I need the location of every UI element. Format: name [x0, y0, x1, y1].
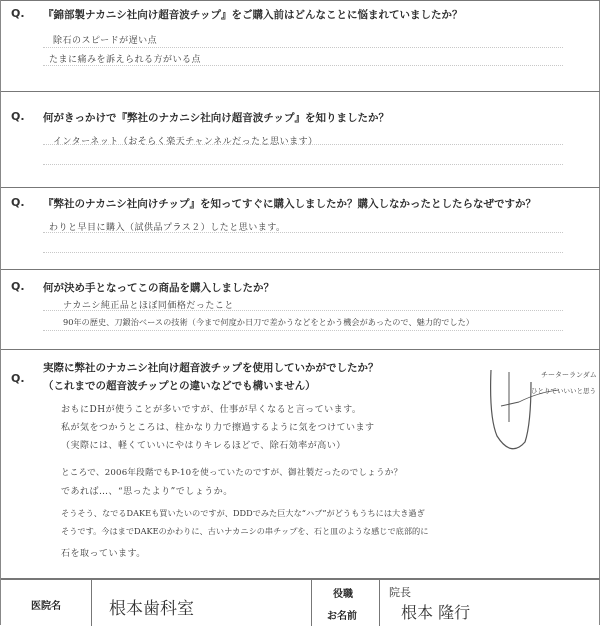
question-label: Q. — [11, 110, 25, 123]
role-label: 役職 — [333, 589, 353, 600]
answer-line: ところで、2006年段階でもP-10を使っていたのですが、御社製だったのでしょうか？ — [61, 468, 403, 478]
answer-line: 除石のスピードが遅い点 — [53, 36, 158, 46]
name-label: お名前 — [327, 611, 357, 622]
sketch-note: ひとりでいいいと思う — [531, 387, 596, 395]
question-subtext: （これまでの超音波チップとの違いなどでも構いません） — [43, 380, 316, 392]
answer-line: たまに痛みを訴えられる方がいる点 — [49, 55, 202, 65]
answer-line: 90年の歴史、刀鍛治ベースの技術（今まで何度か日刀で差かうなどをとかう機会があったので、魅力的でした） — [63, 317, 474, 327]
question-text: 『錦部製ナカニシ社向け超音波チップ』をご購入前はどんなことに悩まれていましたか？ — [43, 9, 463, 21]
answer-line: 私が気をつかうところは、柱かなり力で擦過するように気をつけています — [61, 423, 375, 433]
answer-line: ナカニシ純正品とほぼ同価格だったこと — [63, 301, 234, 311]
question-section-1 — [1, 0, 600, 92]
question-text: 何がきっかけで『弊社のナカニシ社向け超音波チップ』を知りましたか？ — [43, 112, 389, 124]
answer-line: 石を取っています。 — [61, 549, 146, 559]
question-label: Q. — [11, 280, 25, 293]
answer-line: そうそう、なでるDAKEも買いたいのですが、DDDでみた巨大な“ハブ”がどうもうちには大き過ぎ — [61, 508, 425, 518]
clinic-label: 医院名 — [31, 601, 61, 612]
question-section-2 — [1, 92, 600, 188]
answer-line: であれば…、“思ったより”でしょうか。 — [61, 487, 233, 497]
question-section-4 — [1, 270, 600, 350]
question-label: Q. — [11, 196, 25, 209]
answer-line: （実際には、軽くていいにやはりキレるほどで、除石効率が高い） — [61, 441, 346, 451]
question-text: 『弊社のナカニシ社向けチップ』を知ってすぐに購入しましたか？購入しなかったとしたらなぜですか？ — [43, 198, 536, 210]
sketch-note: チーターランダム — [541, 371, 597, 379]
question-text: 何が決め手となってこの商品を購入しましたか？ — [43, 282, 274, 294]
role-value: 院長 — [389, 586, 411, 599]
clinic-name: 根本歯科室 — [109, 599, 194, 619]
answer-line: おもにDHが使うことが多いですが、仕事が早くなると言っています。 — [61, 405, 362, 415]
respondent-name: 根本 隆行 — [401, 603, 471, 622]
answer-line: インターネット（おそらく楽天チャンネルだったと思います） — [53, 137, 318, 147]
answer-line: わりと早目に購入（試供品プラス２）したと思います。 — [49, 223, 286, 233]
question-text: 実際に弊社のナカニシ社向け超音波チップを使用していかがでしたか？ — [43, 362, 379, 374]
question-section-3 — [1, 188, 600, 270]
question-label: Q. — [11, 7, 25, 20]
question-section-5 — [1, 350, 600, 579]
question-label: Q. — [11, 372, 25, 385]
respondent-footer — [1, 579, 600, 626]
answer-line: そうです。今はまでDAKEのかわりに、古いナカニシの串チップを、石と皿のような感じで底部的に — [61, 526, 429, 536]
